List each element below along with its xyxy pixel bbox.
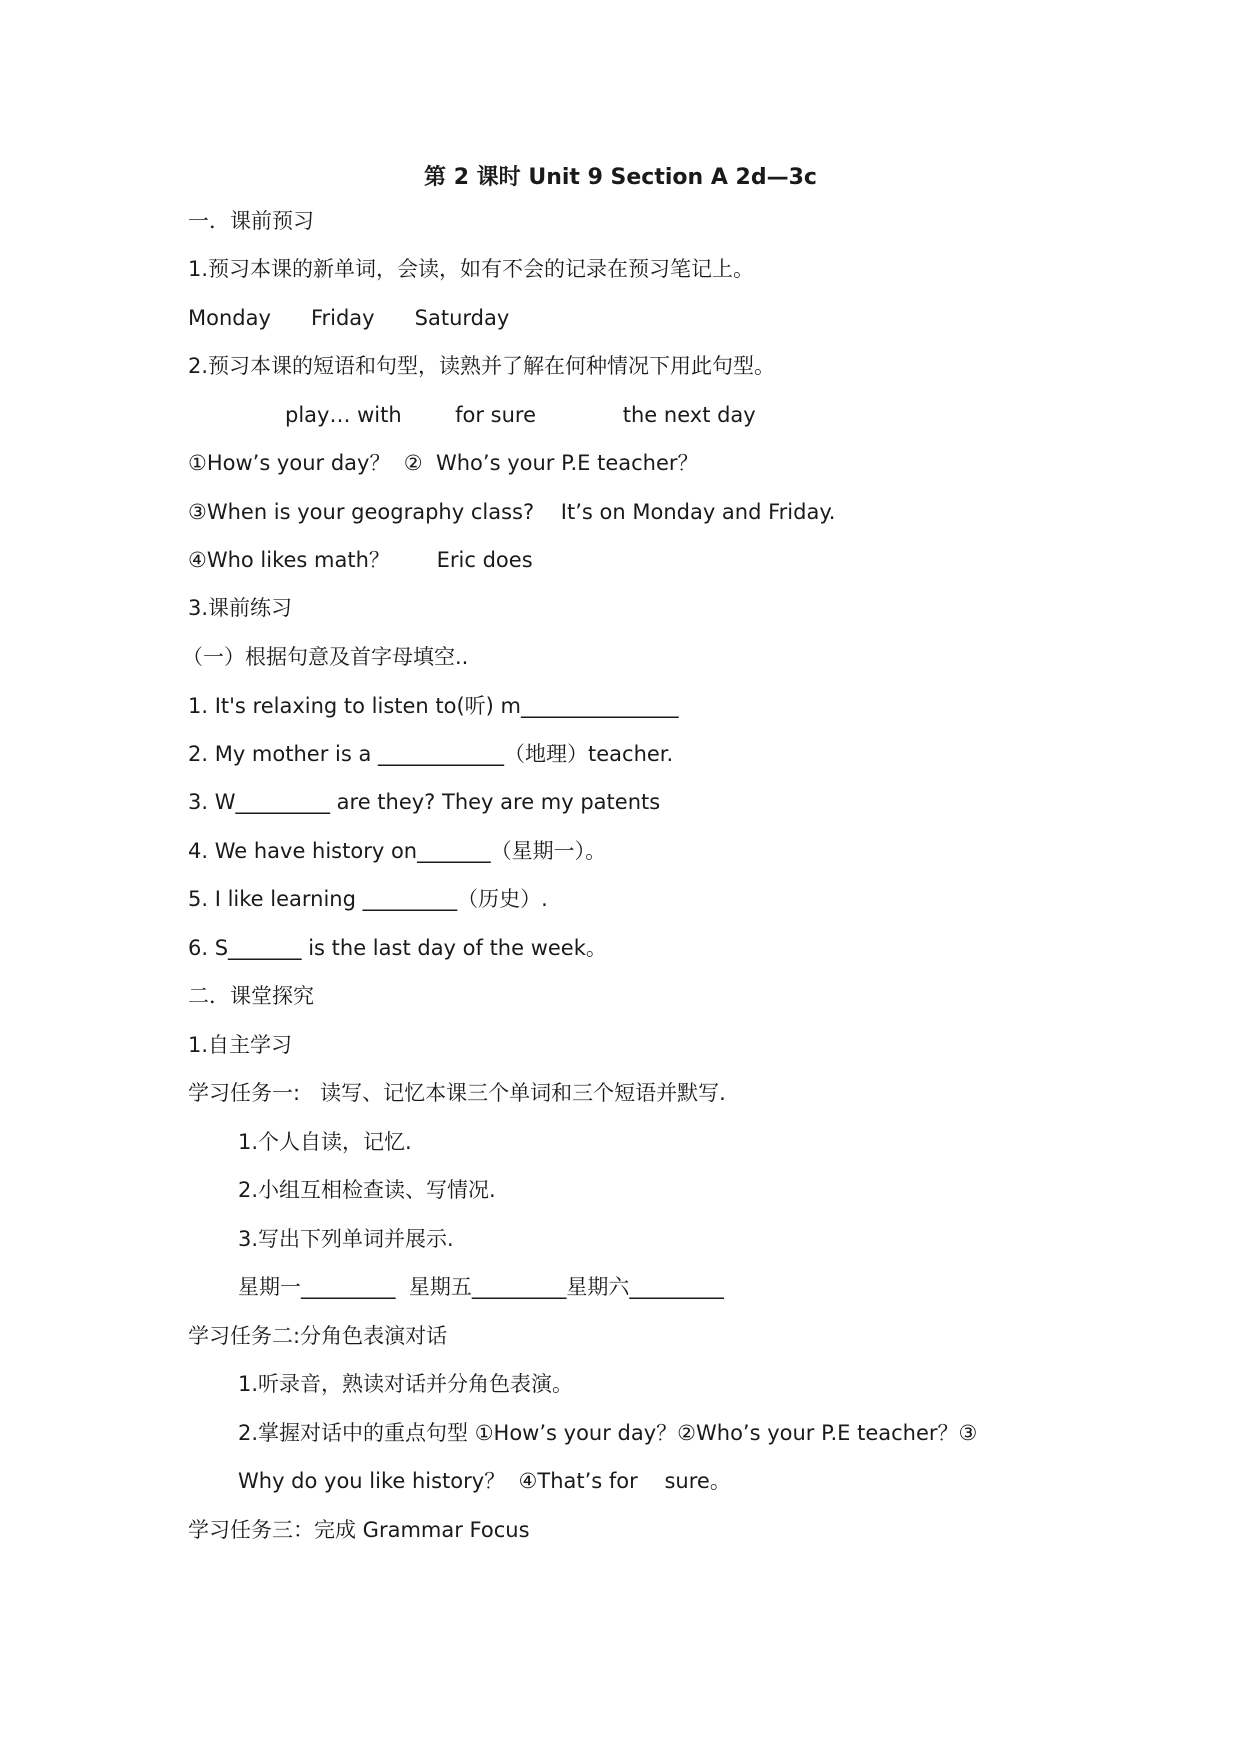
- section-heading-preview: 一．课前预习: [188, 209, 314, 233]
- task-step: 3.写出下列单词并展示.: [238, 1227, 454, 1251]
- exercise-item: 4. We have history on_______（星期一）。: [188, 839, 607, 863]
- vocabulary-line: Monday Friday Saturday: [188, 306, 510, 330]
- exercise-instruction: （一）根据句意及首字母填空..: [182, 645, 469, 669]
- section-heading-classroom: 二．课堂探究: [188, 984, 314, 1008]
- exercise-item: 6. S_______ is the last day of the week。: [188, 936, 607, 960]
- exercise-item: 1. It's relaxing to listen to(听) m_______________: [188, 694, 679, 718]
- exercise-item: 5. I like learning _________（历史）.: [188, 887, 548, 911]
- sentence-pattern-line: ③When is your geography class? It’s on Monday and Friday.: [188, 500, 836, 524]
- instruction-line: 1.预习本课的新单词，会读，如有不会的记录在预习笔记上。: [188, 257, 755, 281]
- word-blanks-line: 星期一_________ 星期五_________星期六_________: [238, 1275, 724, 1299]
- task-step-continued: Why do you like history？ ④That’s for sure。: [238, 1469, 731, 1493]
- exercise-item: 2. My mother is a ____________（地理）teacher.: [188, 742, 674, 766]
- phrases-line: play… with for sure the next day: [285, 403, 756, 427]
- task-step: 1.个人自读，记忆.: [238, 1130, 412, 1154]
- subsection-heading: 3.课前练习: [188, 596, 293, 620]
- sentence-pattern-line: ④Who likes math？ Eric does: [188, 548, 533, 572]
- task-heading: 学习任务一: 读写、记忆本课三个单词和三个短语并默写.: [188, 1081, 726, 1105]
- task-step: 1.听录音，熟读对话并分角色表演。: [238, 1372, 574, 1396]
- page-title: 第 2 课时 Unit 9 Section A 2d—3c: [424, 165, 817, 190]
- task-step: 2.小组互相检查读、写情况.: [238, 1178, 496, 1202]
- task-heading: 学习任务二:分角色表演对话: [188, 1324, 448, 1348]
- subsection-heading: 1.自主学习: [188, 1033, 293, 1057]
- exercise-item: 3. W_________ are they? They are my patents: [188, 790, 661, 814]
- sentence-pattern-line: ①How’s your day？ ② Who’s your P.E teacher？: [188, 451, 699, 475]
- task-step: 2.掌握对话中的重点句型 ①How’s your day？②Who’s your P.E teacher？③: [238, 1421, 978, 1445]
- task-heading: 学习任务三：完成 Grammar Focus: [188, 1518, 530, 1542]
- instruction-line: 2.预习本课的短语和句型，读熟并了解在何种情况下用此句型。: [188, 354, 776, 378]
